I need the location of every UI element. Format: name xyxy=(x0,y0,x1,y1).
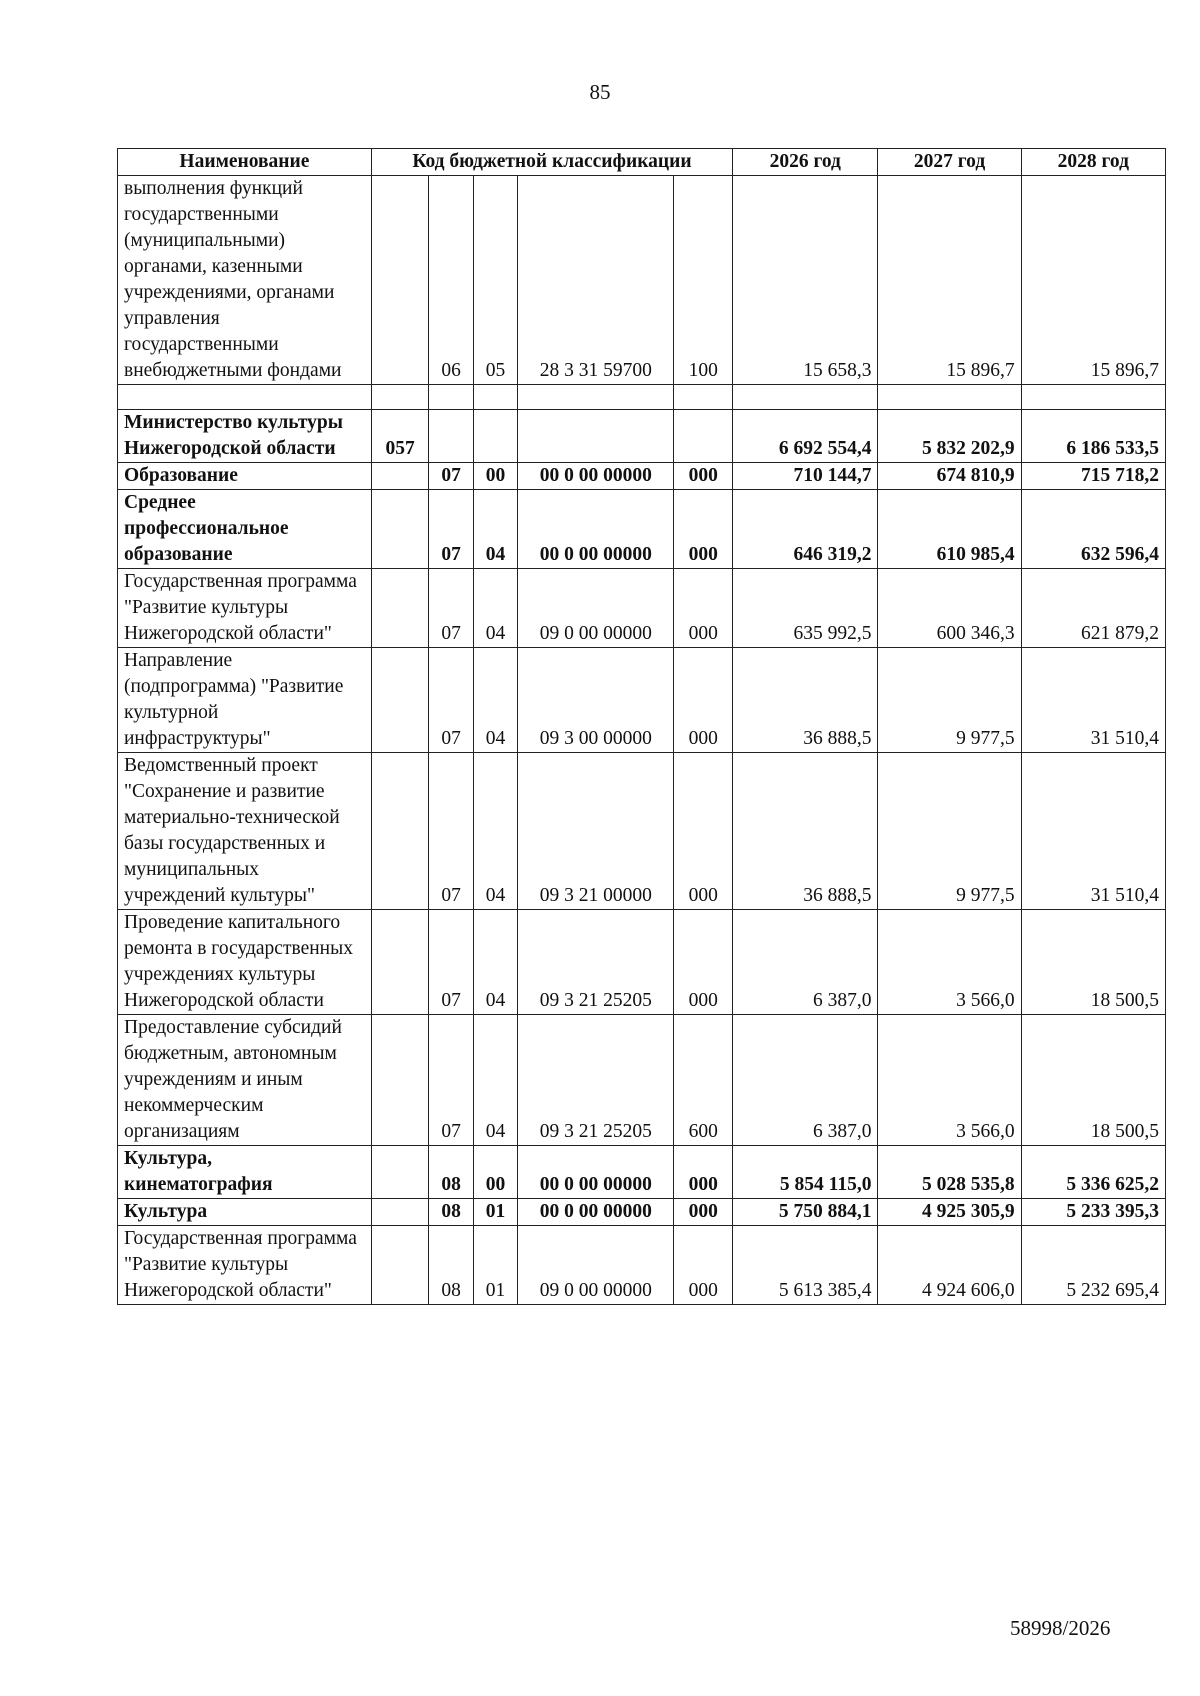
row-name: Направление (подпрограмма) "Развитие культурной инфраструктуры" xyxy=(118,648,372,753)
row-vr: 100 xyxy=(674,176,733,385)
row-gr xyxy=(371,1199,428,1226)
row-2026: 6 692 554,4 xyxy=(733,410,878,463)
row-vr: 000 xyxy=(674,648,733,753)
row-2028: 5 233 395,3 xyxy=(1021,1199,1165,1226)
row-name: Культура xyxy=(118,1199,372,1226)
row-vr: 600 xyxy=(674,1015,733,1146)
row-csr: 09 3 21 25205 xyxy=(518,1015,674,1146)
row-gr: 057 xyxy=(371,410,428,463)
row-csr: 09 3 00 00000 xyxy=(518,648,674,753)
row-rz: 08 xyxy=(429,1199,473,1226)
row-2026: 5 750 884,1 xyxy=(733,1199,878,1226)
row-vr: 000 xyxy=(674,1226,733,1305)
row-pr: 04 xyxy=(473,569,517,648)
empty-cell xyxy=(429,385,473,410)
empty-cell xyxy=(473,385,517,410)
row-rz: 08 xyxy=(429,1226,473,1305)
row-rz: 07 xyxy=(429,753,473,910)
header-name: Наименование xyxy=(118,149,372,176)
row-pr: 01 xyxy=(473,1199,517,1226)
row-rz: 07 xyxy=(429,648,473,753)
row-vr: 000 xyxy=(674,1146,733,1199)
row-2027: 4 925 305,9 xyxy=(878,1199,1021,1226)
row-vr: 000 xyxy=(674,569,733,648)
table-row xyxy=(118,1226,1166,1305)
empty-cell xyxy=(1021,385,1165,410)
row-name: Проведение капитального ремонта в государственных учреждениях культуры Нижегородской области xyxy=(118,910,372,1015)
row-2026: 635 992,5 xyxy=(733,569,878,648)
row-vr xyxy=(674,410,733,463)
row-2026: 15 658,3 xyxy=(733,176,878,385)
header-code: Код бюджетной классификации xyxy=(371,149,732,176)
row-gr xyxy=(371,910,428,1015)
row-gr xyxy=(371,1146,428,1199)
row-2028: 31 510,4 xyxy=(1021,648,1165,753)
row-2027: 610 985,4 xyxy=(878,490,1021,569)
row-pr: 04 xyxy=(473,1015,517,1146)
table-row xyxy=(118,463,1166,490)
empty-cell xyxy=(733,385,878,410)
table-row xyxy=(118,176,1166,385)
row-pr: 00 xyxy=(473,1146,517,1199)
row-rz: 06 xyxy=(429,176,473,385)
row-name: Среднее профессиональное образование xyxy=(118,490,372,569)
row-rz: 07 xyxy=(429,910,473,1015)
row-2028: 632 596,4 xyxy=(1021,490,1165,569)
row-2026: 36 888,5 xyxy=(733,753,878,910)
row-2026: 710 144,7 xyxy=(733,463,878,490)
table-row xyxy=(118,1015,1166,1146)
row-2028: 5 232 695,4 xyxy=(1021,1226,1165,1305)
row-pr: 00 xyxy=(473,463,517,490)
row-2027: 4 924 606,0 xyxy=(878,1226,1021,1305)
table-row xyxy=(118,490,1166,569)
row-rz: 08 xyxy=(429,1146,473,1199)
empty-cell xyxy=(371,385,428,410)
row-gr xyxy=(371,753,428,910)
empty-cell xyxy=(878,385,1021,410)
row-rz: 07 xyxy=(429,463,473,490)
row-gr xyxy=(371,176,428,385)
table-row xyxy=(118,569,1166,648)
row-pr: 04 xyxy=(473,648,517,753)
row-pr: 05 xyxy=(473,176,517,385)
row-2028: 6 186 533,5 xyxy=(1021,410,1165,463)
row-csr: 00 0 00 00000 xyxy=(518,1199,674,1226)
row-gr xyxy=(371,569,428,648)
row-name: Государственная программа "Развитие культуры Нижегородской области" xyxy=(118,569,372,648)
row-pr xyxy=(473,410,517,463)
spacer-row xyxy=(118,385,1166,410)
table-row xyxy=(118,1146,1166,1199)
row-2027: 3 566,0 xyxy=(878,1015,1021,1146)
row-name: выполнения функций государственными (муниципальными) органами, казенными учреждениями, органами управления государственными внебюджетными фондами xyxy=(118,176,372,385)
header-2026: 2026 год xyxy=(733,149,878,176)
row-csr: 28 3 31 59700 xyxy=(518,176,674,385)
row-2028: 715 718,2 xyxy=(1021,463,1165,490)
row-name: Культура, кинематография xyxy=(118,1146,372,1199)
page-number: 85 xyxy=(589,80,611,104)
empty-cell xyxy=(674,385,733,410)
table-row xyxy=(118,753,1166,910)
row-csr xyxy=(518,410,674,463)
table-row xyxy=(118,1199,1166,1226)
row-2028: 18 500,5 xyxy=(1021,910,1165,1015)
row-gr xyxy=(371,648,428,753)
row-2026: 6 387,0 xyxy=(733,1015,878,1146)
row-rz xyxy=(429,410,473,463)
row-pr: 04 xyxy=(473,490,517,569)
row-2026: 5 854 115,0 xyxy=(733,1146,878,1199)
row-2026: 646 319,2 xyxy=(733,490,878,569)
row-csr: 09 0 00 00000 xyxy=(518,1226,674,1305)
row-vr: 000 xyxy=(674,490,733,569)
row-pr: 01 xyxy=(473,1226,517,1305)
row-name: Министерство культуры Нижегородской области xyxy=(118,410,372,463)
row-2027: 3 566,0 xyxy=(878,910,1021,1015)
row-2026: 5 613 385,4 xyxy=(733,1226,878,1305)
document-number: 58998/2026 xyxy=(1010,1616,1111,1640)
row-gr xyxy=(371,1226,428,1305)
row-gr xyxy=(371,490,428,569)
table-header-row xyxy=(118,149,1166,176)
table-row xyxy=(118,910,1166,1015)
row-gr xyxy=(371,1015,428,1146)
row-name: Предоставление субсидий бюджетным, автономным учреждениям и иным некоммерческим организациям xyxy=(118,1015,372,1146)
row-pr: 04 xyxy=(473,910,517,1015)
header-2028: 2028 год xyxy=(1021,149,1165,176)
row-csr: 09 3 21 00000 xyxy=(518,753,674,910)
row-vr: 000 xyxy=(674,1199,733,1226)
row-2027: 5 028 535,8 xyxy=(878,1146,1021,1199)
row-gr xyxy=(371,463,428,490)
row-csr: 09 3 21 25205 xyxy=(518,910,674,1015)
row-2026: 6 387,0 xyxy=(733,910,878,1015)
row-2027: 600 346,3 xyxy=(878,569,1021,648)
row-vr: 000 xyxy=(674,463,733,490)
row-vr: 000 xyxy=(674,910,733,1015)
row-name: Государственная программа "Развитие культуры Нижегородской области" xyxy=(118,1226,372,1305)
row-rz: 07 xyxy=(429,1015,473,1146)
row-csr: 00 0 00 00000 xyxy=(518,1146,674,1199)
row-pr: 04 xyxy=(473,753,517,910)
row-csr: 00 0 00 00000 xyxy=(518,490,674,569)
row-2026: 36 888,5 xyxy=(733,648,878,753)
row-vr: 000 xyxy=(674,753,733,910)
row-2028: 621 879,2 xyxy=(1021,569,1165,648)
row-2027: 9 977,5 xyxy=(878,648,1021,753)
row-2027: 674 810,9 xyxy=(878,463,1021,490)
empty-cell xyxy=(118,385,372,410)
table-row xyxy=(118,410,1166,463)
table-body xyxy=(118,176,1166,1305)
table-row xyxy=(118,648,1166,753)
row-rz: 07 xyxy=(429,569,473,648)
row-2028: 31 510,4 xyxy=(1021,753,1165,910)
row-csr: 00 0 00 00000 xyxy=(518,463,674,490)
row-2027: 9 977,5 xyxy=(878,753,1021,910)
empty-cell xyxy=(518,385,674,410)
row-2028: 18 500,5 xyxy=(1021,1015,1165,1146)
row-name: Ведомственный проект "Сохранение и развитие материально-технической базы государственных и муниципальных учреждений культуры" xyxy=(118,753,372,910)
row-2028: 15 896,7 xyxy=(1021,176,1165,385)
row-rz: 07 xyxy=(429,490,473,569)
row-csr: 09 0 00 00000 xyxy=(518,569,674,648)
row-name: Образование xyxy=(118,463,372,490)
row-2028: 5 336 625,2 xyxy=(1021,1146,1165,1199)
row-2027: 15 896,7 xyxy=(878,176,1021,385)
header-2027: 2027 год xyxy=(878,149,1021,176)
row-2027: 5 832 202,9 xyxy=(878,410,1021,463)
budget-table xyxy=(117,148,1166,1305)
